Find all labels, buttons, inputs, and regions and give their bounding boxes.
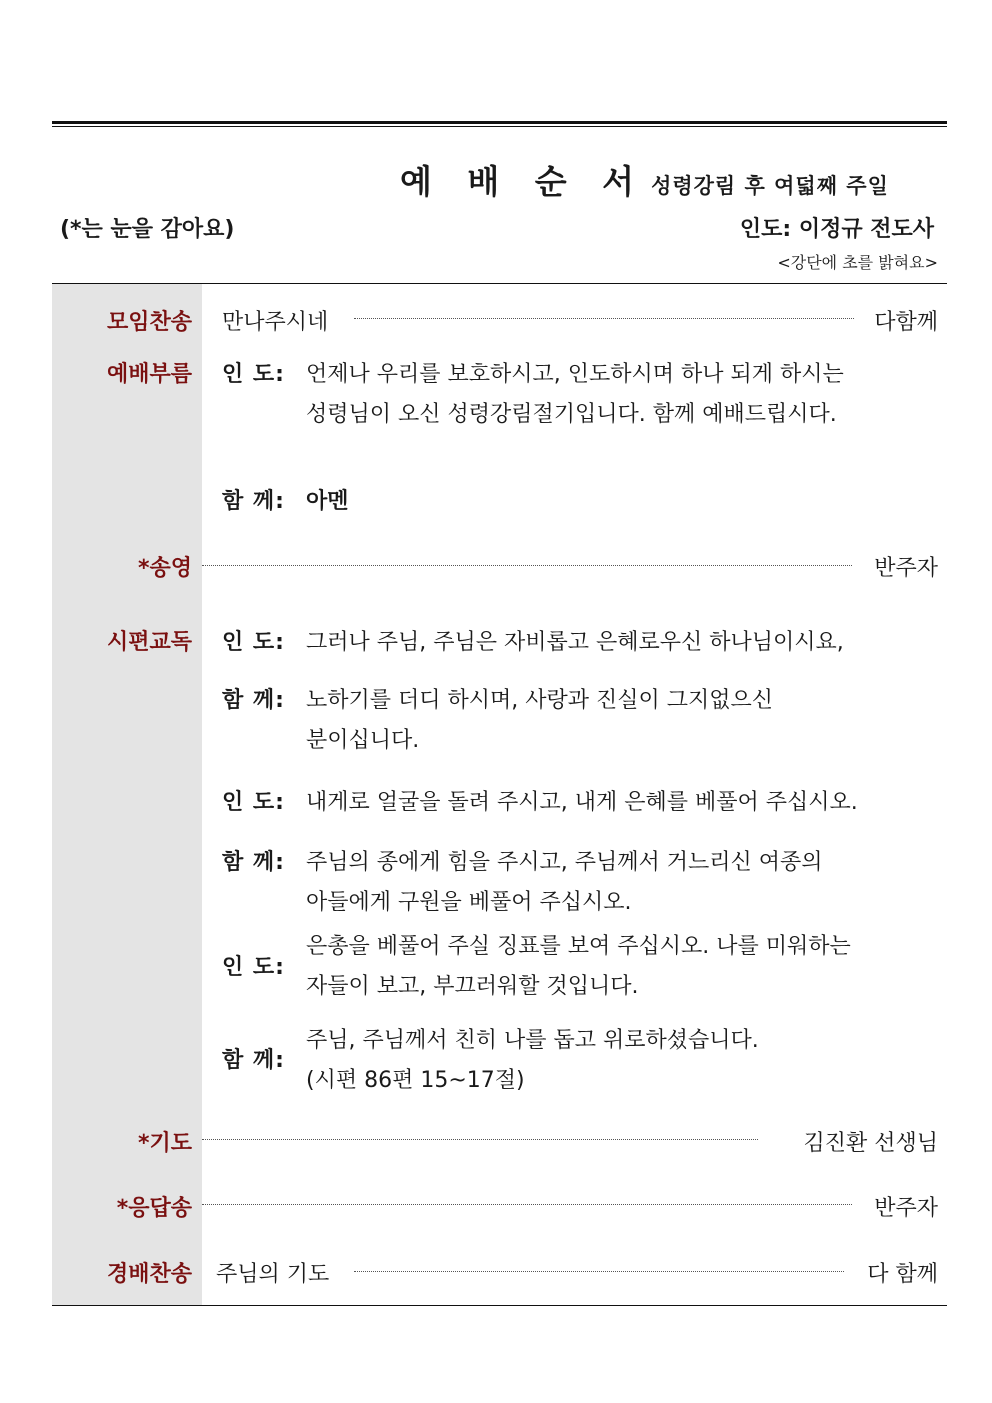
leader-dots [202,565,852,566]
gathering-hymn-title: 만나주시네 [222,310,329,335]
label-prayer: *기도 [137,1131,192,1156]
psalm-speaker: 인 도: [222,630,285,655]
speaker-leader: 인 도: [222,362,285,387]
psalm-line: 그러나 주님, 주님은 자비롭고 은혜로우신 하나님이시요, [306,630,844,655]
leader-dots [354,318,854,319]
speaker-all: 함 께: [222,489,285,514]
response-by: 반주자 [874,1196,938,1221]
worship-leader: 인도: 이정규 전도사 [739,217,934,242]
psalm-speaker: 인 도: [222,955,285,980]
psalm-speaker: 함 께: [222,688,285,713]
top-rule-thick [52,121,947,124]
closing-hymn-by: 다 함께 [867,1262,938,1287]
psalm-speaker: 함 께: [222,850,285,875]
label-closing-hymn: 경배찬송 [106,1262,192,1287]
label-response: *응답송 [116,1196,192,1221]
psalm-line: 주님, 주님께서 친히 나를 돕고 위로하셨습니다. [306,1028,759,1053]
leader-dots [202,1204,852,1205]
label-call-to-worship: 예배부름 [106,362,192,387]
call-line-1: 언제나 우리를 보호하시고, 인도하시며 하나 되게 하시는 [306,362,844,387]
eyes-closed-note: (*는 눈을 감아요) [60,217,235,242]
call-line-2: 성령님이 오신 성령강림절기입니다. 함께 예배드립시다. [306,402,837,427]
page-title [400,156,889,203]
praise-by: 반주자 [874,556,938,581]
section-bottom-rule [52,1305,947,1306]
psalm-speaker: 인 도: [222,790,285,815]
psalm-line: 내게로 얼굴을 돌려 주시고, 내게 은혜를 베풀어 주십시오. [306,790,858,815]
gathering-hymn-by: 다함께 [874,310,938,335]
psalm-line: 노하기를 더디 하시며, 사랑과 진실이 그지없으신 [306,688,774,713]
leader-dots [202,1139,758,1140]
psalm-line: 은총을 베풀어 주실 징표를 보여 주십시오. 나를 미워하는 [306,934,851,959]
psalm-citation: (시편 86편 15~17절) [306,1068,525,1093]
label-psalm-reading: 시편교독 [106,630,192,655]
label-praise: *송영 [137,556,192,581]
call-response: 아멘 [306,489,349,514]
psalm-speaker: 함 께: [222,1048,285,1073]
label-gathering-hymn: 모임찬송 [106,310,192,335]
candle-note: <강단에 초를 밝혀요> [777,253,938,272]
leader-dots [354,1271,844,1272]
top-rule-thin [52,126,947,127]
title-subtitle: 성령강림 후 여덟째 주일 [651,174,889,198]
title-main: 예 배 순 서 [400,162,646,201]
psalm-line: 주님의 종에게 힘을 주시고, 주님께서 거느리신 여종의 [306,850,823,875]
psalm-line: 분이십니다. [306,728,420,753]
psalm-line: 자들이 보고, 부끄러워할 것입니다. [306,974,639,999]
psalm-line: 아들에게 구원을 베풀어 주십시오. [306,890,632,915]
prayer-by: 김진환 선생님 [803,1131,938,1156]
closing-hymn-title: 주님의 기도 [216,1262,330,1287]
